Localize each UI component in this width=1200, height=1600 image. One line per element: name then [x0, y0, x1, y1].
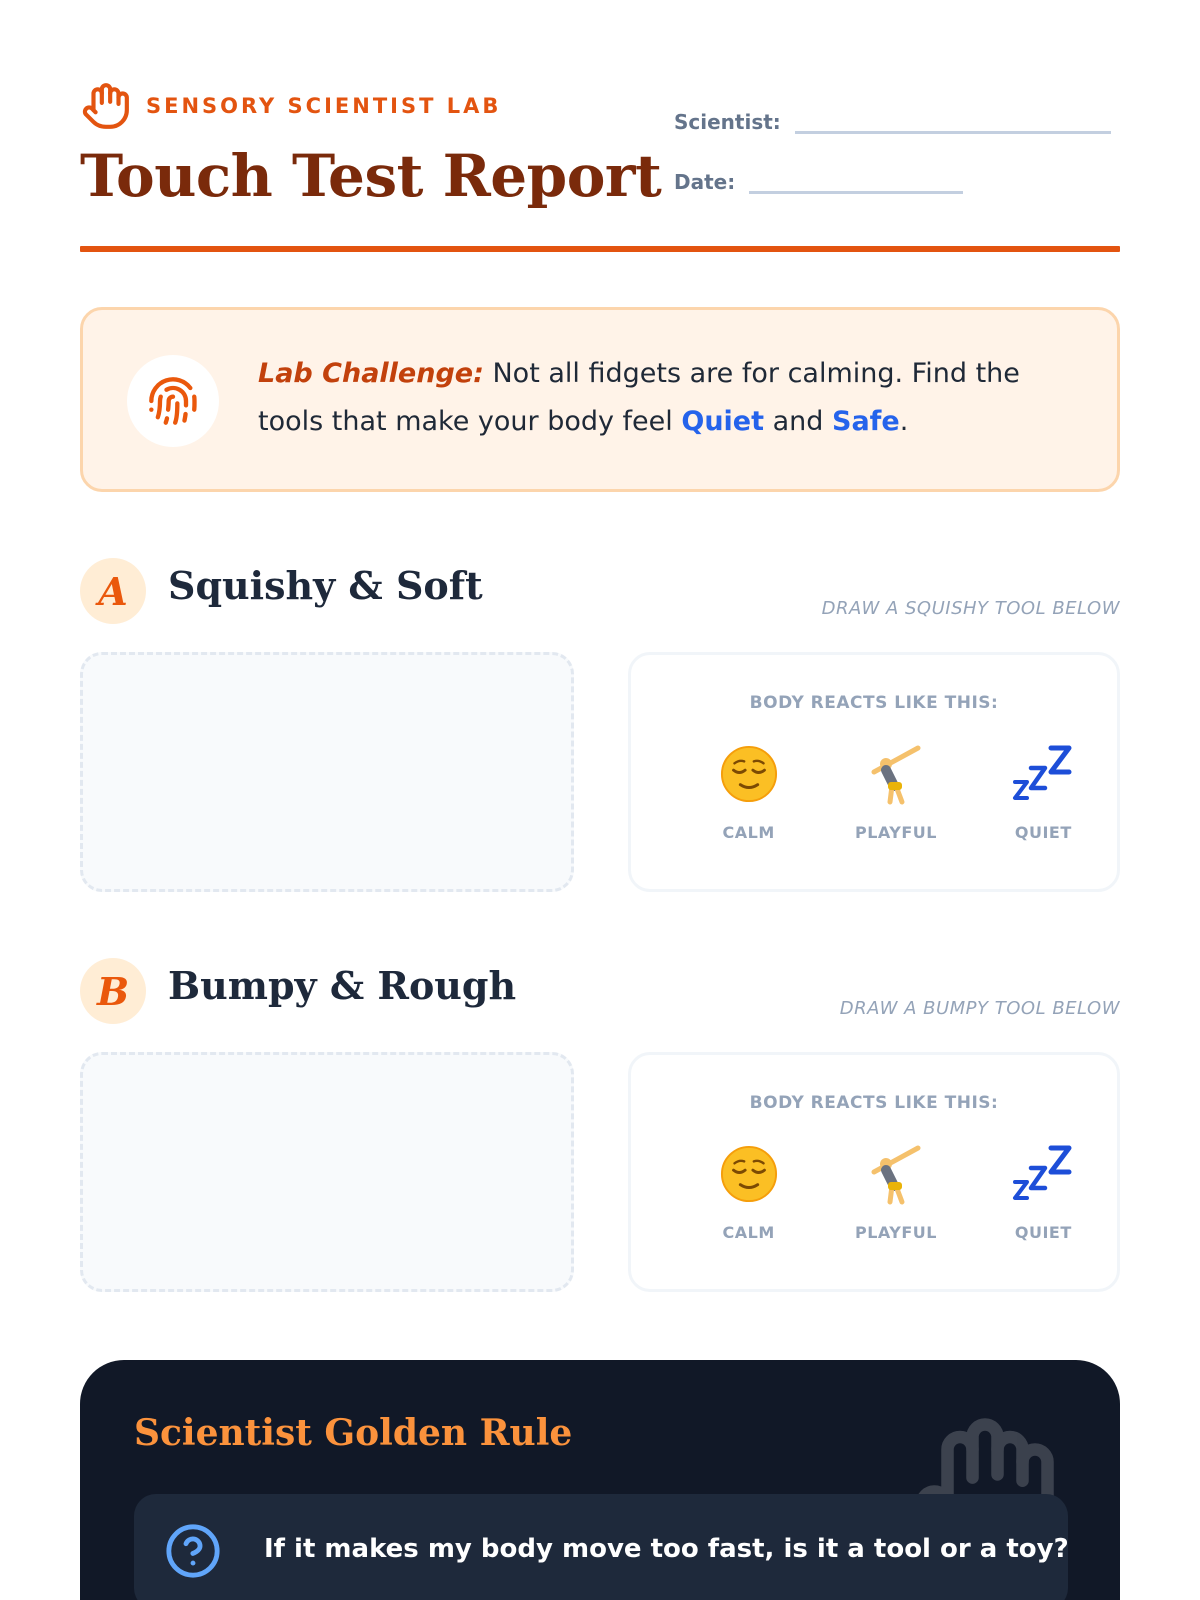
challenge-end: . — [899, 406, 909, 437]
relieved-face-icon — [714, 1139, 784, 1209]
reaction-label: QUIET — [1014, 823, 1072, 842]
challenge-text — [258, 350, 1078, 446]
challenge-conjunction: and — [764, 406, 832, 437]
scientist-input-line[interactable] — [795, 110, 1111, 134]
highlight-quiet: Quiet — [681, 406, 765, 437]
reaction-quiet[interactable] — [970, 1139, 1117, 1242]
report-header — [80, 80, 1120, 254]
brand — [80, 80, 501, 132]
zzz-icon — [1008, 739, 1078, 809]
zzz-icon — [1008, 1139, 1078, 1209]
section-bumpy — [80, 958, 1120, 1298]
cartwheel-icon — [861, 739, 931, 809]
drawing-area[interactable] — [80, 1052, 574, 1292]
header-divider — [80, 246, 1120, 252]
date-input-line[interactable] — [749, 170, 963, 194]
drawing-area[interactable] — [80, 652, 574, 892]
lab-challenge-card — [80, 307, 1120, 492]
golden-rule-question — [134, 1494, 1068, 1600]
reaction-quiet[interactable] — [970, 739, 1117, 842]
scientist-label: Scientist: — [674, 110, 781, 134]
reaction-label: PLAYFUL — [855, 1223, 937, 1242]
golden-rule-question-text: If it makes my body move too fast, is it a tool or a toy? — [264, 1534, 1069, 1564]
section-letter-badge: B — [80, 958, 146, 1024]
section-letter-badge: A — [80, 558, 146, 624]
challenge-body: Not all fidgets are for calming. Find the tools that make your body feel — [258, 358, 1020, 437]
scientist-field — [674, 110, 1111, 134]
brand-label: SENSORY SCIENTIST LAB — [146, 94, 502, 118]
fingerprint-icon — [127, 355, 219, 447]
highlight-safe: Safe — [832, 406, 900, 437]
section-squishy — [80, 558, 1120, 898]
body-reacts-card — [628, 1052, 1120, 1292]
body-reacts-card — [628, 652, 1120, 892]
reaction-label: QUIET — [1014, 1223, 1072, 1242]
reaction-options — [675, 739, 1117, 842]
reaction-label: PLAYFUL — [855, 823, 937, 842]
page-title: Touch Test Report — [80, 142, 662, 210]
body-reacts-title: BODY REACTS LIKE THIS: — [749, 1093, 999, 1113]
reaction-playful[interactable] — [822, 739, 969, 842]
reaction-calm[interactable] — [675, 1139, 822, 1242]
reaction-options — [675, 1139, 1117, 1242]
body-reacts-title: BODY REACTS LIKE THIS: — [749, 693, 999, 713]
challenge-lead: Lab Challenge: — [258, 358, 484, 389]
section-hint: DRAW A BUMPY TOOL BELOW — [839, 998, 1120, 1019]
date-label: Date: — [674, 170, 736, 194]
cartwheel-icon — [861, 1139, 931, 1209]
hand-icon — [80, 80, 132, 132]
section-hint: DRAW A SQUISHY TOOL BELOW — [821, 598, 1120, 619]
reaction-label: CALM — [722, 823, 775, 842]
golden-rule-panel — [80, 1360, 1120, 1600]
question-circle-icon — [164, 1522, 222, 1580]
reaction-label: CALM — [722, 1223, 775, 1242]
golden-rule-title: Scientist Golden Rule — [134, 1412, 573, 1454]
relieved-face-icon — [714, 739, 784, 809]
reaction-playful[interactable] — [822, 1139, 969, 1242]
section-title: Bumpy & Rough — [168, 963, 517, 1008]
date-field — [674, 170, 963, 194]
section-title: Squishy & Soft — [168, 563, 483, 608]
reaction-calm[interactable] — [675, 739, 822, 842]
